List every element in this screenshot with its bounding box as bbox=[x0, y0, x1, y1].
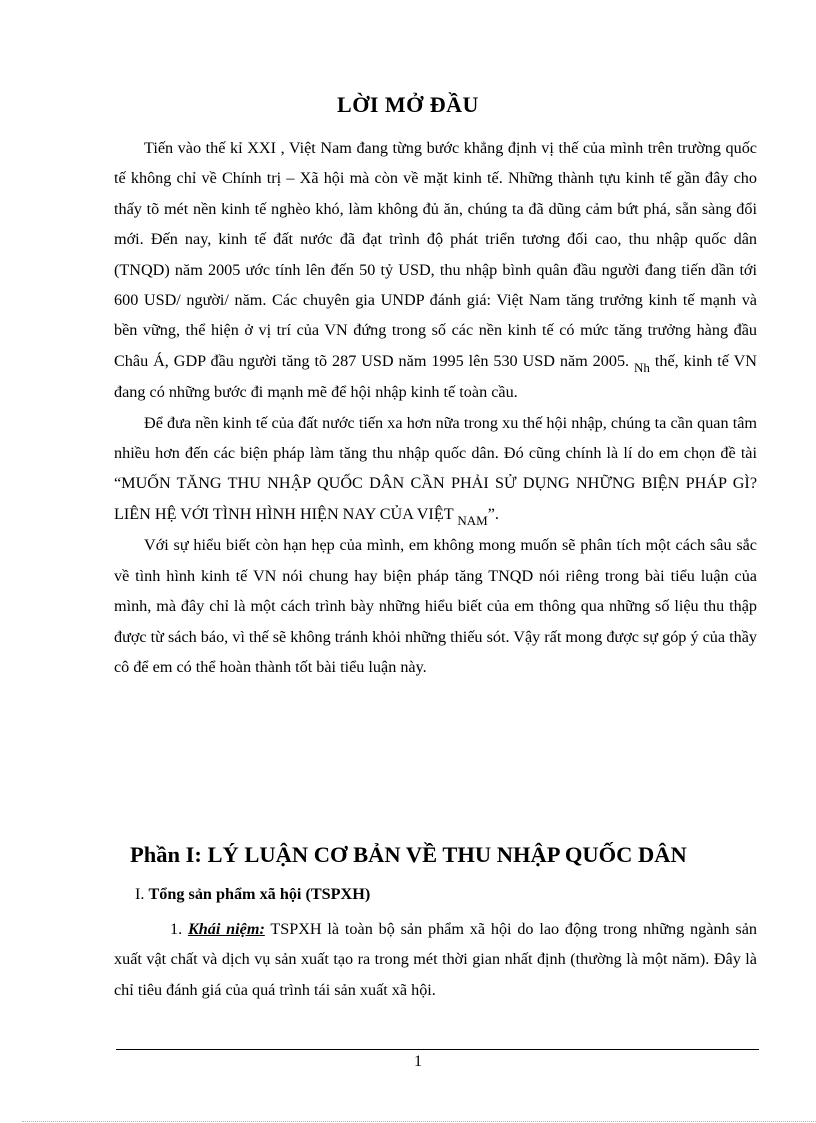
section-title: Tổng sản phẩm xã hội (TSPXH) bbox=[148, 885, 371, 903]
intro-section bbox=[114, 133, 757, 682]
concept-term-colon: : bbox=[259, 920, 265, 938]
intro-paragraph-1-subscript: Nh bbox=[634, 359, 650, 375]
concept-paragraph bbox=[114, 914, 757, 1005]
concept-term: Khái niệm bbox=[187, 920, 260, 938]
intro-paragraph-1-tail: thế, kinh tế VN đang có những bước đi mạnh mẽ để hội nhập kinh tế toàn cầu. bbox=[114, 351, 758, 402]
intro-paragraph-1 bbox=[114, 133, 757, 408]
page-number: 1 bbox=[414, 1053, 422, 1070]
concept-section bbox=[114, 914, 757, 1005]
footer-divider bbox=[116, 1049, 759, 1050]
page-edge-divider bbox=[22, 1121, 816, 1122]
intro-paragraph-3: Với sự hiểu biết còn hạn hẹp của mình, em không mong muốn sẽ phân tích một cách sâu sắc về tình hình kinh tế VN nói chung hay biện pháp tăng TNQD nói riêng trong bài tiểu luận của mình, mà đây chỉ là một cách trình bày những hiểu biết của em thông qua những số liệu thu thập được từ sách báo, vì thế sẽ không tránh khỏi những thiếu sót. Vậy rất mong được sự góp ý của thầy cô để em có thể hoàn thành tốt bài tiểu luận này. bbox=[114, 536, 757, 676]
section-number: I. bbox=[135, 885, 145, 903]
section-heading bbox=[135, 885, 370, 904]
intro-paragraph-2-subscript: NAM bbox=[457, 512, 488, 528]
intro-paragraph-2-tail: ”. bbox=[487, 504, 499, 523]
document-title: LỜI MỞ ĐẦU bbox=[337, 92, 479, 117]
intro-paragraph-1-text: Tiến vào thế kỉ XXI , Việt Nam đang từng bước khẳng định vị thế của mình trên trường quốc tế không chỉ về Chính trị – Xã hội mà còn về mặt kinh tế. Những thành tựu kinh tế gần đây cho thấy tõ mét nền kinh tế nghèo khó, làm không đủ ăn, chúng ta đã dũng cảm bứt phá, sẵn sàng đổi mới. Đến nay, kinh tế đất nước đã đạt trình độ phát triển tương đối cao, thu nhập quốc dân (TNQD) năm 2005 ước tính lên đến 50 tỷ USD, thu nhập bình quân đầu người đang tiến dần tới 600 USD/ người/ năm. Các chuyên gia UNDP đánh giá: Việt Nam tăng trưởng kinh tế mạnh và bền vững, thể hiện ở vị trí của VN đứng trong số các nền kinh tế có mức tăng trưởng hàng đầu Châu Á, GDP đầu người tăng tõ 287 USD năm 1995 lên 530 USD năm 2005. bbox=[114, 139, 757, 370]
concept-text: TSPXH là toàn bộ sản phẩm xã hội do lao động trong những ngành sản xuất vật chất và dịch vụ sản xuất tạo ra trong mét thời gian nhất định (thường là một năm). Đây là chỉ tiêu đánh giá của quá trình tái sản xuất xã hội. bbox=[114, 920, 757, 999]
intro-paragraph-2 bbox=[114, 408, 757, 531]
concept-number: 1. bbox=[170, 920, 183, 938]
part-heading: Phần I: LÝ LUẬN CƠ BẢN VỀ THU NHẬP QUỐC DÂN bbox=[130, 842, 687, 867]
intro-paragraph-2-text: Để đưa nền kinh tế của đất nước tiến xa hơn nữa trong xu thế hội nhập, chúng ta cần quan tâm nhiều hơn đến các biện pháp làm tăng thu nhập quốc dân. Đó cũng chính là lí do em chọn đề tài “MUỐN TĂNG THU NHẬP QUỐC DÂN CẦN PHẢI SỬ DỤNG NHỮNG BIỆN PHÁP GÌ? LIÊN HỆ VỚI TÌNH HÌNH HIỆN NAY CỦA VIỆT bbox=[114, 413, 757, 523]
